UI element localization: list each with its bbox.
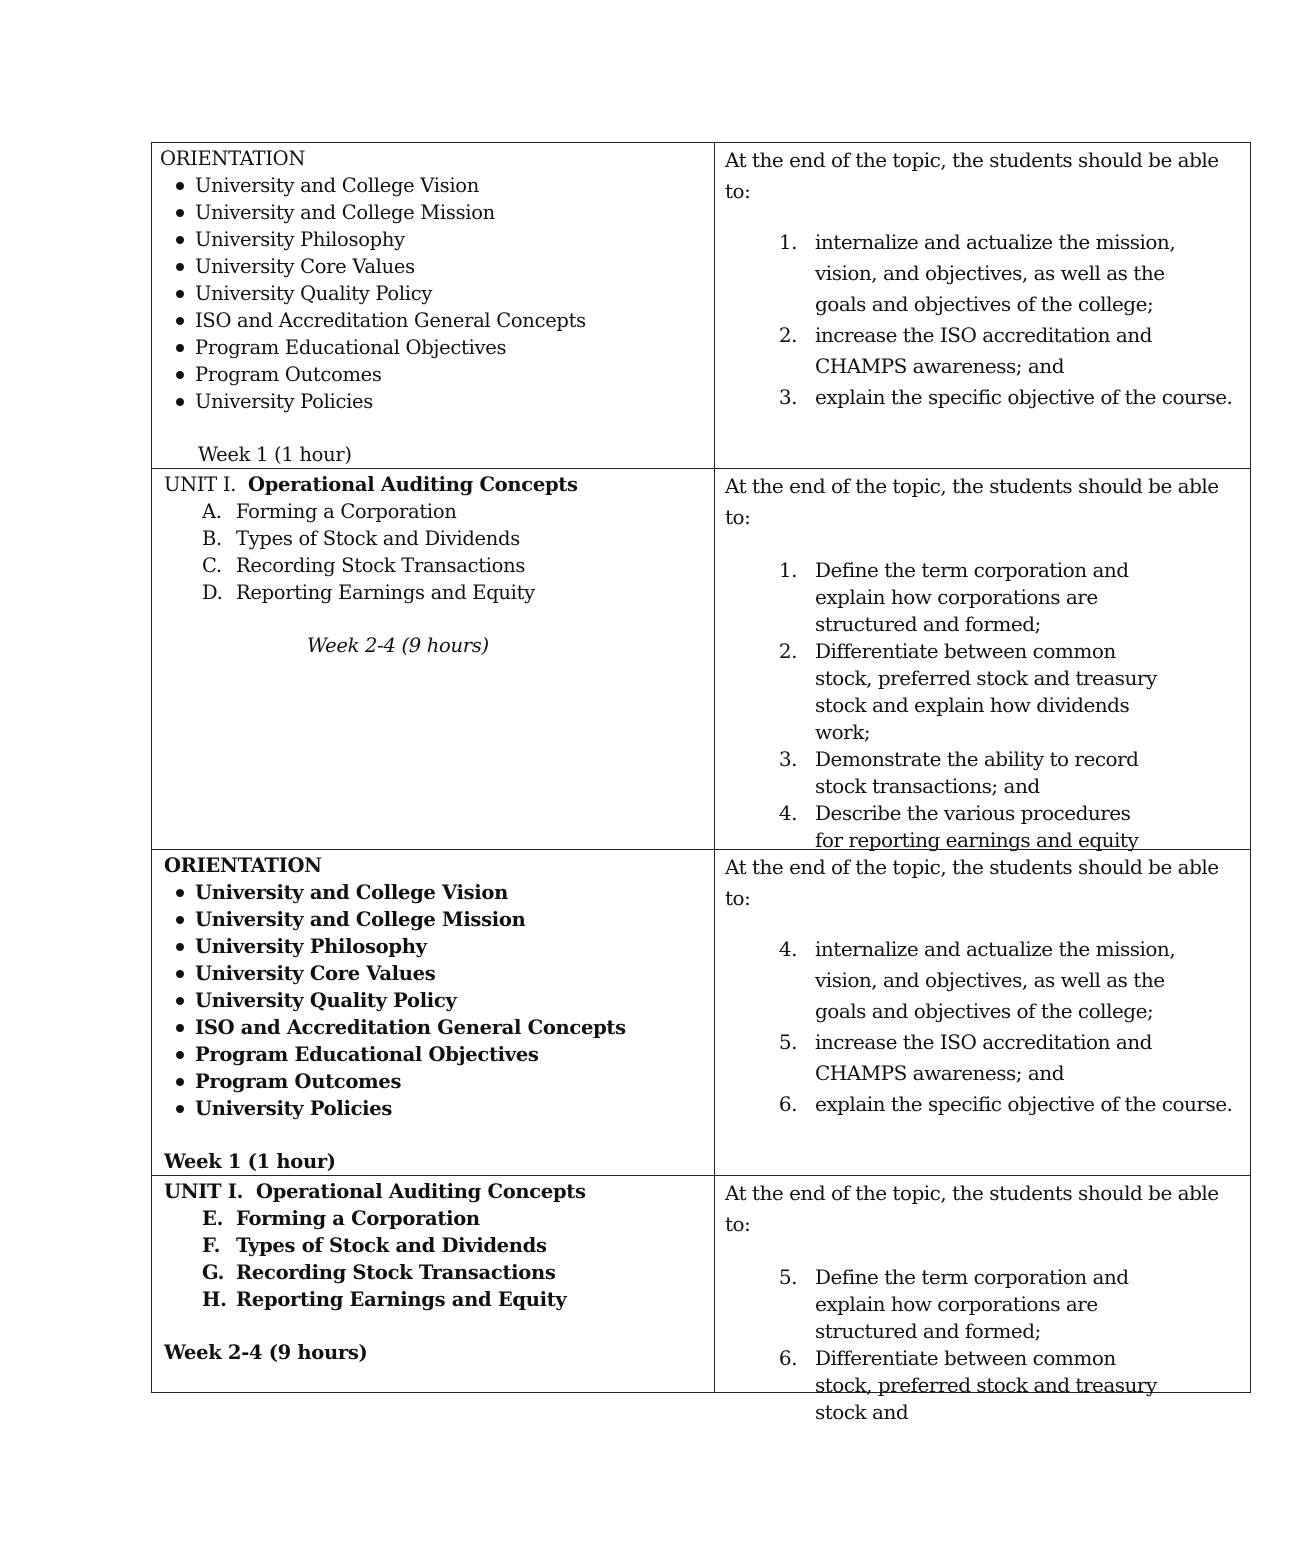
topic-title: ORIENTATION (164, 854, 322, 877)
bullet-icon (176, 1078, 184, 1086)
outcome-intro: At the end of the topic, the students should be able (725, 855, 1219, 879)
outcome-item: 6. Differentiate between common stock, preferred stock and treasury stock and (778, 1346, 1157, 1424)
bullet-icon (176, 236, 184, 244)
outcome-intro-cont: to: (725, 886, 751, 910)
bullet-icon (176, 209, 184, 217)
week-label: Week 2-4 (9 hours) (307, 634, 489, 657)
list-item: A. Forming a Corporation (202, 500, 457, 523)
table-row (151, 1175, 1251, 1424)
list-item: G. Recording Stock Transactions (202, 1261, 556, 1284)
outcome-item: 2. Differentiate between common stock, preferred stock and treasury stock and explain how dividends work; (778, 639, 1157, 744)
outcome-item: 1. internalize and actualize the mission, vision, and objectives, as well as the goals and objectives of the college; (778, 230, 1176, 316)
outcome-item: 6. explain the specific objective of the course. (778, 1092, 1233, 1116)
topic-cell (152, 1176, 715, 1392)
outcome-cell (715, 143, 1315, 468)
list-item: University and College Mission (160, 199, 714, 226)
list-item: ISO and Accreditation General Concepts (164, 1014, 714, 1041)
bullet-icon (176, 344, 184, 352)
outcome-item: 4. Describe the various procedures for reporting earnings and equity (778, 801, 1139, 852)
outcome-list (725, 1264, 1157, 1426)
list-item: E. Forming a Corporation (202, 1207, 480, 1230)
bullet-icon (176, 1051, 184, 1059)
bullet-icon (176, 943, 184, 951)
unit-heading: UNIT I. Operational Auditing Concepts (164, 1180, 586, 1203)
outcome-intro-cont: to: (725, 1212, 751, 1236)
topic-cell (152, 850, 715, 1175)
outcome-list (725, 557, 1157, 854)
outcome-item: 1. Define the term corporation and explain how corporations are structured and formed; (778, 558, 1129, 636)
outcome-cell (715, 850, 1315, 1175)
topic-cell (152, 469, 715, 849)
bullet-icon (176, 371, 184, 379)
bullet-icon (176, 1105, 184, 1113)
list-item: F. Types of Stock and Dividends (202, 1234, 547, 1257)
list-item: University Philosophy (164, 933, 714, 960)
list-item: B. Types of Stock and Dividends (202, 527, 520, 550)
outcome-intro: At the end of the topic, the students should be able (725, 1181, 1219, 1205)
list-item: University Core Values (160, 253, 714, 280)
topic-cell (152, 143, 715, 468)
table-row (151, 142, 1251, 468)
list-item: Program Outcomes (164, 1068, 714, 1095)
bullet-icon (176, 317, 184, 325)
list-item: University Core Values (164, 960, 714, 987)
outcome-intro-cont: to: (725, 505, 751, 529)
outcome-item: 4. internalize and actualize the mission, vision, and objectives, as well as the goals and objectives of the college; (778, 937, 1176, 1023)
bullet-icon (176, 398, 184, 406)
list-item: Program Educational Objectives (164, 1041, 714, 1068)
week-label: Week 2-4 (9 hours) (164, 1341, 368, 1364)
bullet-icon (176, 889, 184, 897)
list-item: University and College Vision (164, 879, 714, 906)
bullet-icon (176, 970, 184, 978)
outcome-item: 3. explain the specific objective of the course. (778, 385, 1233, 409)
list-item: University Philosophy (160, 226, 714, 253)
table-row (151, 468, 1251, 852)
list-item: H. Reporting Earnings and Equity (202, 1288, 567, 1311)
bullet-icon (176, 290, 184, 298)
bullet-icon (176, 997, 184, 1005)
outcome-intro-cont: to: (725, 179, 751, 203)
week-label: Week 1 (1 hour) (164, 1150, 336, 1173)
list-item: Program Outcomes (160, 361, 714, 388)
week-label: Week 1 (1 hour) (198, 443, 352, 466)
outcome-item: 5. increase the ISO accreditation and CHAMPS awareness; and (778, 1030, 1152, 1085)
outcome-cell (715, 469, 1315, 852)
list-item: University and College Vision (160, 172, 714, 199)
outcome-item: 3. Demonstrate the ability to record stock transactions; and (778, 747, 1139, 798)
list-item: D. Reporting Earnings and Equity (202, 581, 535, 604)
topic-title: ORIENTATION (160, 147, 306, 170)
outcome-item: 2. increase the ISO accreditation and CHAMPS awareness; and (778, 323, 1152, 378)
unit-heading: UNIT I. Operational Auditing Concepts (164, 473, 578, 496)
table-row (151, 849, 1251, 1175)
list-item: University Quality Policy (164, 987, 714, 1014)
list-item: University and College Mission (164, 906, 714, 933)
list-item: ISO and Accreditation General Concepts (160, 307, 714, 334)
list-item: University Policies (160, 388, 714, 415)
bullet-icon (176, 263, 184, 271)
outcome-cell (715, 1176, 1315, 1424)
list-item: University Quality Policy (160, 280, 714, 307)
list-item: University Policies (164, 1095, 714, 1122)
bullet-icon (176, 1024, 184, 1032)
outcome-list (725, 934, 1233, 1120)
list-item: Program Educational Objectives (160, 334, 714, 361)
bullet-icon (176, 916, 184, 924)
outcome-list (725, 227, 1233, 413)
outcome-intro: At the end of the topic, the students should be able (725, 148, 1219, 172)
list-item: C. Recording Stock Transactions (202, 554, 526, 577)
outcome-intro: At the end of the topic, the students should be able (725, 474, 1219, 498)
bullet-icon (176, 182, 184, 190)
outcome-item: 5. Define the term corporation and explain how corporations are structured and formed; (778, 1265, 1129, 1343)
